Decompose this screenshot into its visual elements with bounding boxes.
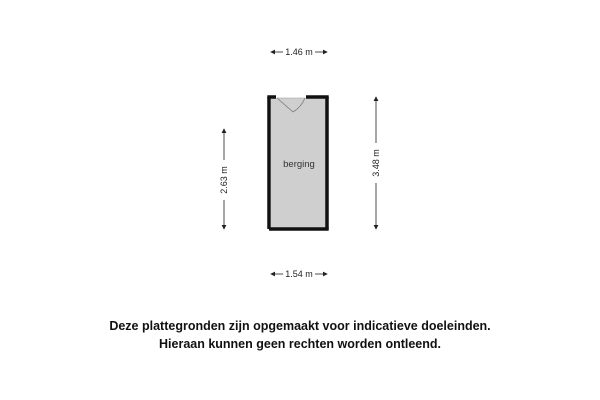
disclaimer-line-2: Hieraan kunnen geen rechten worden ontleend. [159, 337, 441, 351]
dimension-bottom-label: 1.54 m [285, 269, 313, 279]
dimension-left [219, 129, 229, 229]
dimension-left-label: 2.63 m [219, 166, 229, 194]
dimension-top [271, 47, 327, 57]
dimension-right-label: 3.48 m [371, 149, 381, 177]
dimension-bottom [271, 269, 327, 279]
dimension-top-label: 1.46 m [285, 47, 313, 57]
disclaimer-line-1: Deze plattegronden zijn opgemaakt voor indicatieve doeleinden. [109, 319, 491, 333]
room-label: berging [283, 159, 315, 170]
dimension-right [371, 97, 381, 229]
